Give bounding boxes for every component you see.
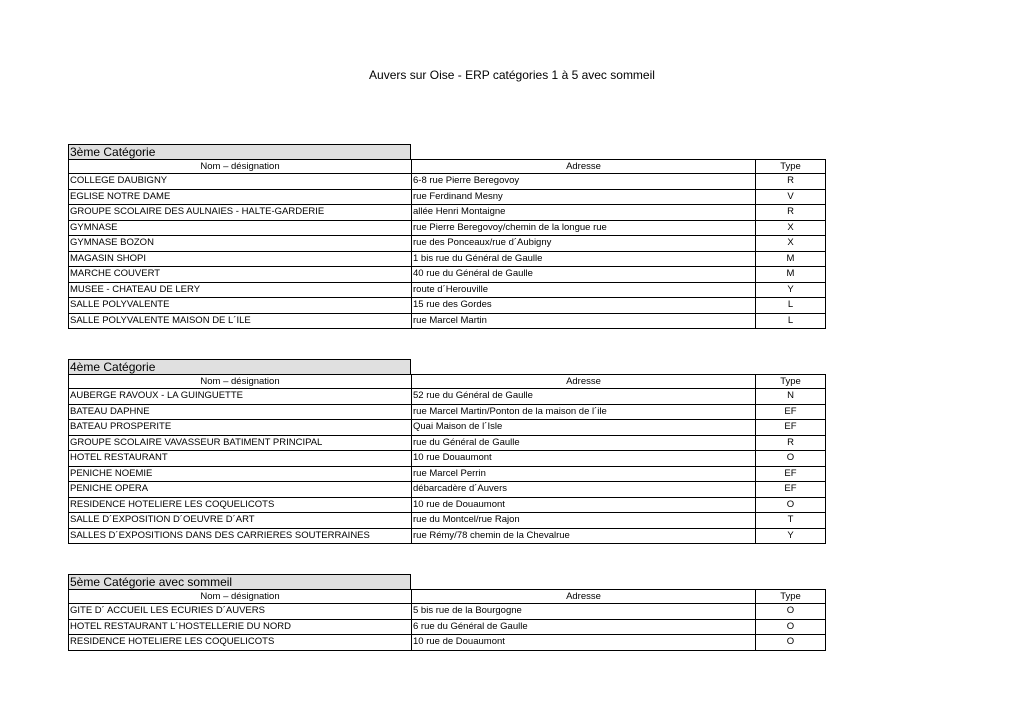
cell-name: GROUPE SCOLAIRE DES AULNAIES - HALTE-GARDERIE — [69, 205, 412, 221]
cell-address: 10 rue Douaumont — [412, 451, 756, 467]
table-row — [69, 236, 826, 252]
cell-type: R — [756, 435, 826, 451]
page-title: Auvers sur Oise - ERP catégories 1 à 5 avec sommeil — [369, 68, 655, 82]
cell-address: débarcadère d´Auvers — [412, 482, 756, 498]
cell-name: EGLISE NOTRE DAME — [69, 189, 412, 205]
cell-name: COLLEGE DAUBIGNY — [69, 174, 412, 190]
table-row — [69, 513, 826, 529]
cell-type: V — [756, 189, 826, 205]
cell-name: SALLE POLYVALENTE — [69, 298, 412, 314]
cell-type: M — [756, 267, 826, 283]
table-row — [69, 635, 826, 651]
cell-type: X — [756, 236, 826, 252]
cell-address: rue du Montcel/rue Rajon — [412, 513, 756, 529]
category-table — [68, 589, 826, 651]
table-row — [69, 528, 826, 544]
table-row — [69, 404, 826, 420]
table-row — [69, 619, 826, 635]
cell-type: O — [756, 604, 826, 620]
column-header-address: Adresse — [412, 375, 756, 389]
cell-address: rue Ferdinand Mesny — [412, 189, 756, 205]
cell-name: GYMNASE — [69, 220, 412, 236]
cell-address: 52 rue du Général de Gaulle — [412, 389, 756, 405]
cell-type: O — [756, 451, 826, 467]
cell-name: MARCHE COUVERT — [69, 267, 412, 283]
header-row — [69, 375, 826, 389]
cell-address: rue Marcel Martin — [412, 313, 756, 329]
table-row — [69, 604, 826, 620]
cell-type: Y — [756, 282, 826, 298]
cell-name: BATEAU DAPHNE — [69, 404, 412, 420]
cell-name: SALLES D´EXPOSITIONS DANS DES CARRIERES SOUTERRAINES — [69, 528, 412, 544]
cell-type: L — [756, 313, 826, 329]
column-header-name: Nom – désignation — [69, 375, 412, 389]
column-header-name: Nom – désignation — [69, 160, 412, 174]
table-row — [69, 420, 826, 436]
cell-name: GITE D´ ACCUEIL LES ECURIES D´AUVERS — [69, 604, 412, 620]
cell-address: 40 rue du Général de Gaulle — [412, 267, 756, 283]
cell-type: EF — [756, 482, 826, 498]
cell-address: rue Marcel Perrin — [412, 466, 756, 482]
table-row — [69, 189, 826, 205]
cell-type: EF — [756, 466, 826, 482]
cell-name: GYMNASE BOZON — [69, 236, 412, 252]
cell-type: O — [756, 619, 826, 635]
cell-type: R — [756, 174, 826, 190]
table-row — [69, 435, 826, 451]
cell-address: rue Marcel Martin/Ponton de la maison de l´ile — [412, 404, 756, 420]
table-row — [69, 298, 826, 314]
section-3eme-categorie — [68, 144, 825, 329]
column-header-address: Adresse — [412, 160, 756, 174]
header-row — [69, 160, 826, 174]
cell-name: SALLE D´EXPOSITION D´OEUVRE D´ART — [69, 513, 412, 529]
section-5eme-categorie — [68, 574, 825, 651]
cell-name: PENICHE OPERA — [69, 482, 412, 498]
cell-name: AUBERGE RAVOUX - LA GUINGUETTE — [69, 389, 412, 405]
category-title: 5ème Catégorie avec sommeil — [68, 574, 411, 589]
cell-type: L — [756, 298, 826, 314]
category-table — [68, 159, 826, 329]
table-row — [69, 220, 826, 236]
cell-address: rue des Ponceaux/rue d´Aubigny — [412, 236, 756, 252]
table-row — [69, 389, 826, 405]
cell-type: O — [756, 497, 826, 513]
cell-address: rue du Général de Gaulle — [412, 435, 756, 451]
table-row — [69, 313, 826, 329]
category-title: 4ème Catégorie — [68, 359, 411, 374]
cell-type: N — [756, 389, 826, 405]
cell-name: HOTEL RESTAURANT L´HOSTELLERIE DU NORD — [69, 619, 412, 635]
cell-name: SALLE POLYVALENTE MAISON DE L´ILE — [69, 313, 412, 329]
table-row — [69, 251, 826, 267]
cell-address: 5 bis rue de la Bourgogne — [412, 604, 756, 620]
column-header-type: Type — [756, 160, 826, 174]
column-header-address: Adresse — [412, 590, 756, 604]
cell-address: 10 rue de Douaumont — [412, 497, 756, 513]
cell-name: PENICHE NOEMIE — [69, 466, 412, 482]
cell-address: rue Pierre Beregovoy/chemin de la longue rue — [412, 220, 756, 236]
category-table — [68, 374, 826, 544]
cell-name: RESIDENCE HOTELIERE LES COQUELICOTS — [69, 635, 412, 651]
table-row — [69, 451, 826, 467]
cell-address: rue Rémy/78 chemin de la Chevalrue — [412, 528, 756, 544]
cell-name: MAGASIN SHOPI — [69, 251, 412, 267]
table-row — [69, 497, 826, 513]
cell-address: Quai Maison de l´Isle — [412, 420, 756, 436]
cell-name: MUSEE - CHATEAU DE LERY — [69, 282, 412, 298]
cell-address: 15 rue des Gordes — [412, 298, 756, 314]
cell-address: 1 bis rue du Général de Gaulle — [412, 251, 756, 267]
table-row — [69, 205, 826, 221]
cell-address: allée Henri Montaigne — [412, 205, 756, 221]
cell-type: Y — [756, 528, 826, 544]
cell-type: X — [756, 220, 826, 236]
table-row — [69, 482, 826, 498]
cell-type: EF — [756, 404, 826, 420]
cell-name: BATEAU PROSPERITE — [69, 420, 412, 436]
table-row — [69, 282, 826, 298]
cell-address: route d´Herouville — [412, 282, 756, 298]
table-row — [69, 174, 826, 190]
cell-name: HOTEL RESTAURANT — [69, 451, 412, 467]
column-header-type: Type — [756, 590, 826, 604]
cell-address: 6 rue du Général de Gaulle — [412, 619, 756, 635]
cell-name: GROUPE SCOLAIRE VAVASSEUR BATIMENT PRINCIPAL — [69, 435, 412, 451]
cell-type: EF — [756, 420, 826, 436]
column-header-name: Nom – désignation — [69, 590, 412, 604]
cell-type: T — [756, 513, 826, 529]
section-4eme-categorie — [68, 359, 825, 544]
cell-address: 6-8 rue Pierre Beregovoy — [412, 174, 756, 190]
header-row — [69, 590, 826, 604]
table-row — [69, 466, 826, 482]
cell-address: 10 rue de Douaumont — [412, 635, 756, 651]
cell-type: M — [756, 251, 826, 267]
column-header-type: Type — [756, 375, 826, 389]
table-row — [69, 267, 826, 283]
cell-name: RESIDENCE HOTELIERE LES COQUELICOTS — [69, 497, 412, 513]
category-title: 3ème Catégorie — [68, 144, 411, 159]
cell-type: O — [756, 635, 826, 651]
cell-type: R — [756, 205, 826, 221]
